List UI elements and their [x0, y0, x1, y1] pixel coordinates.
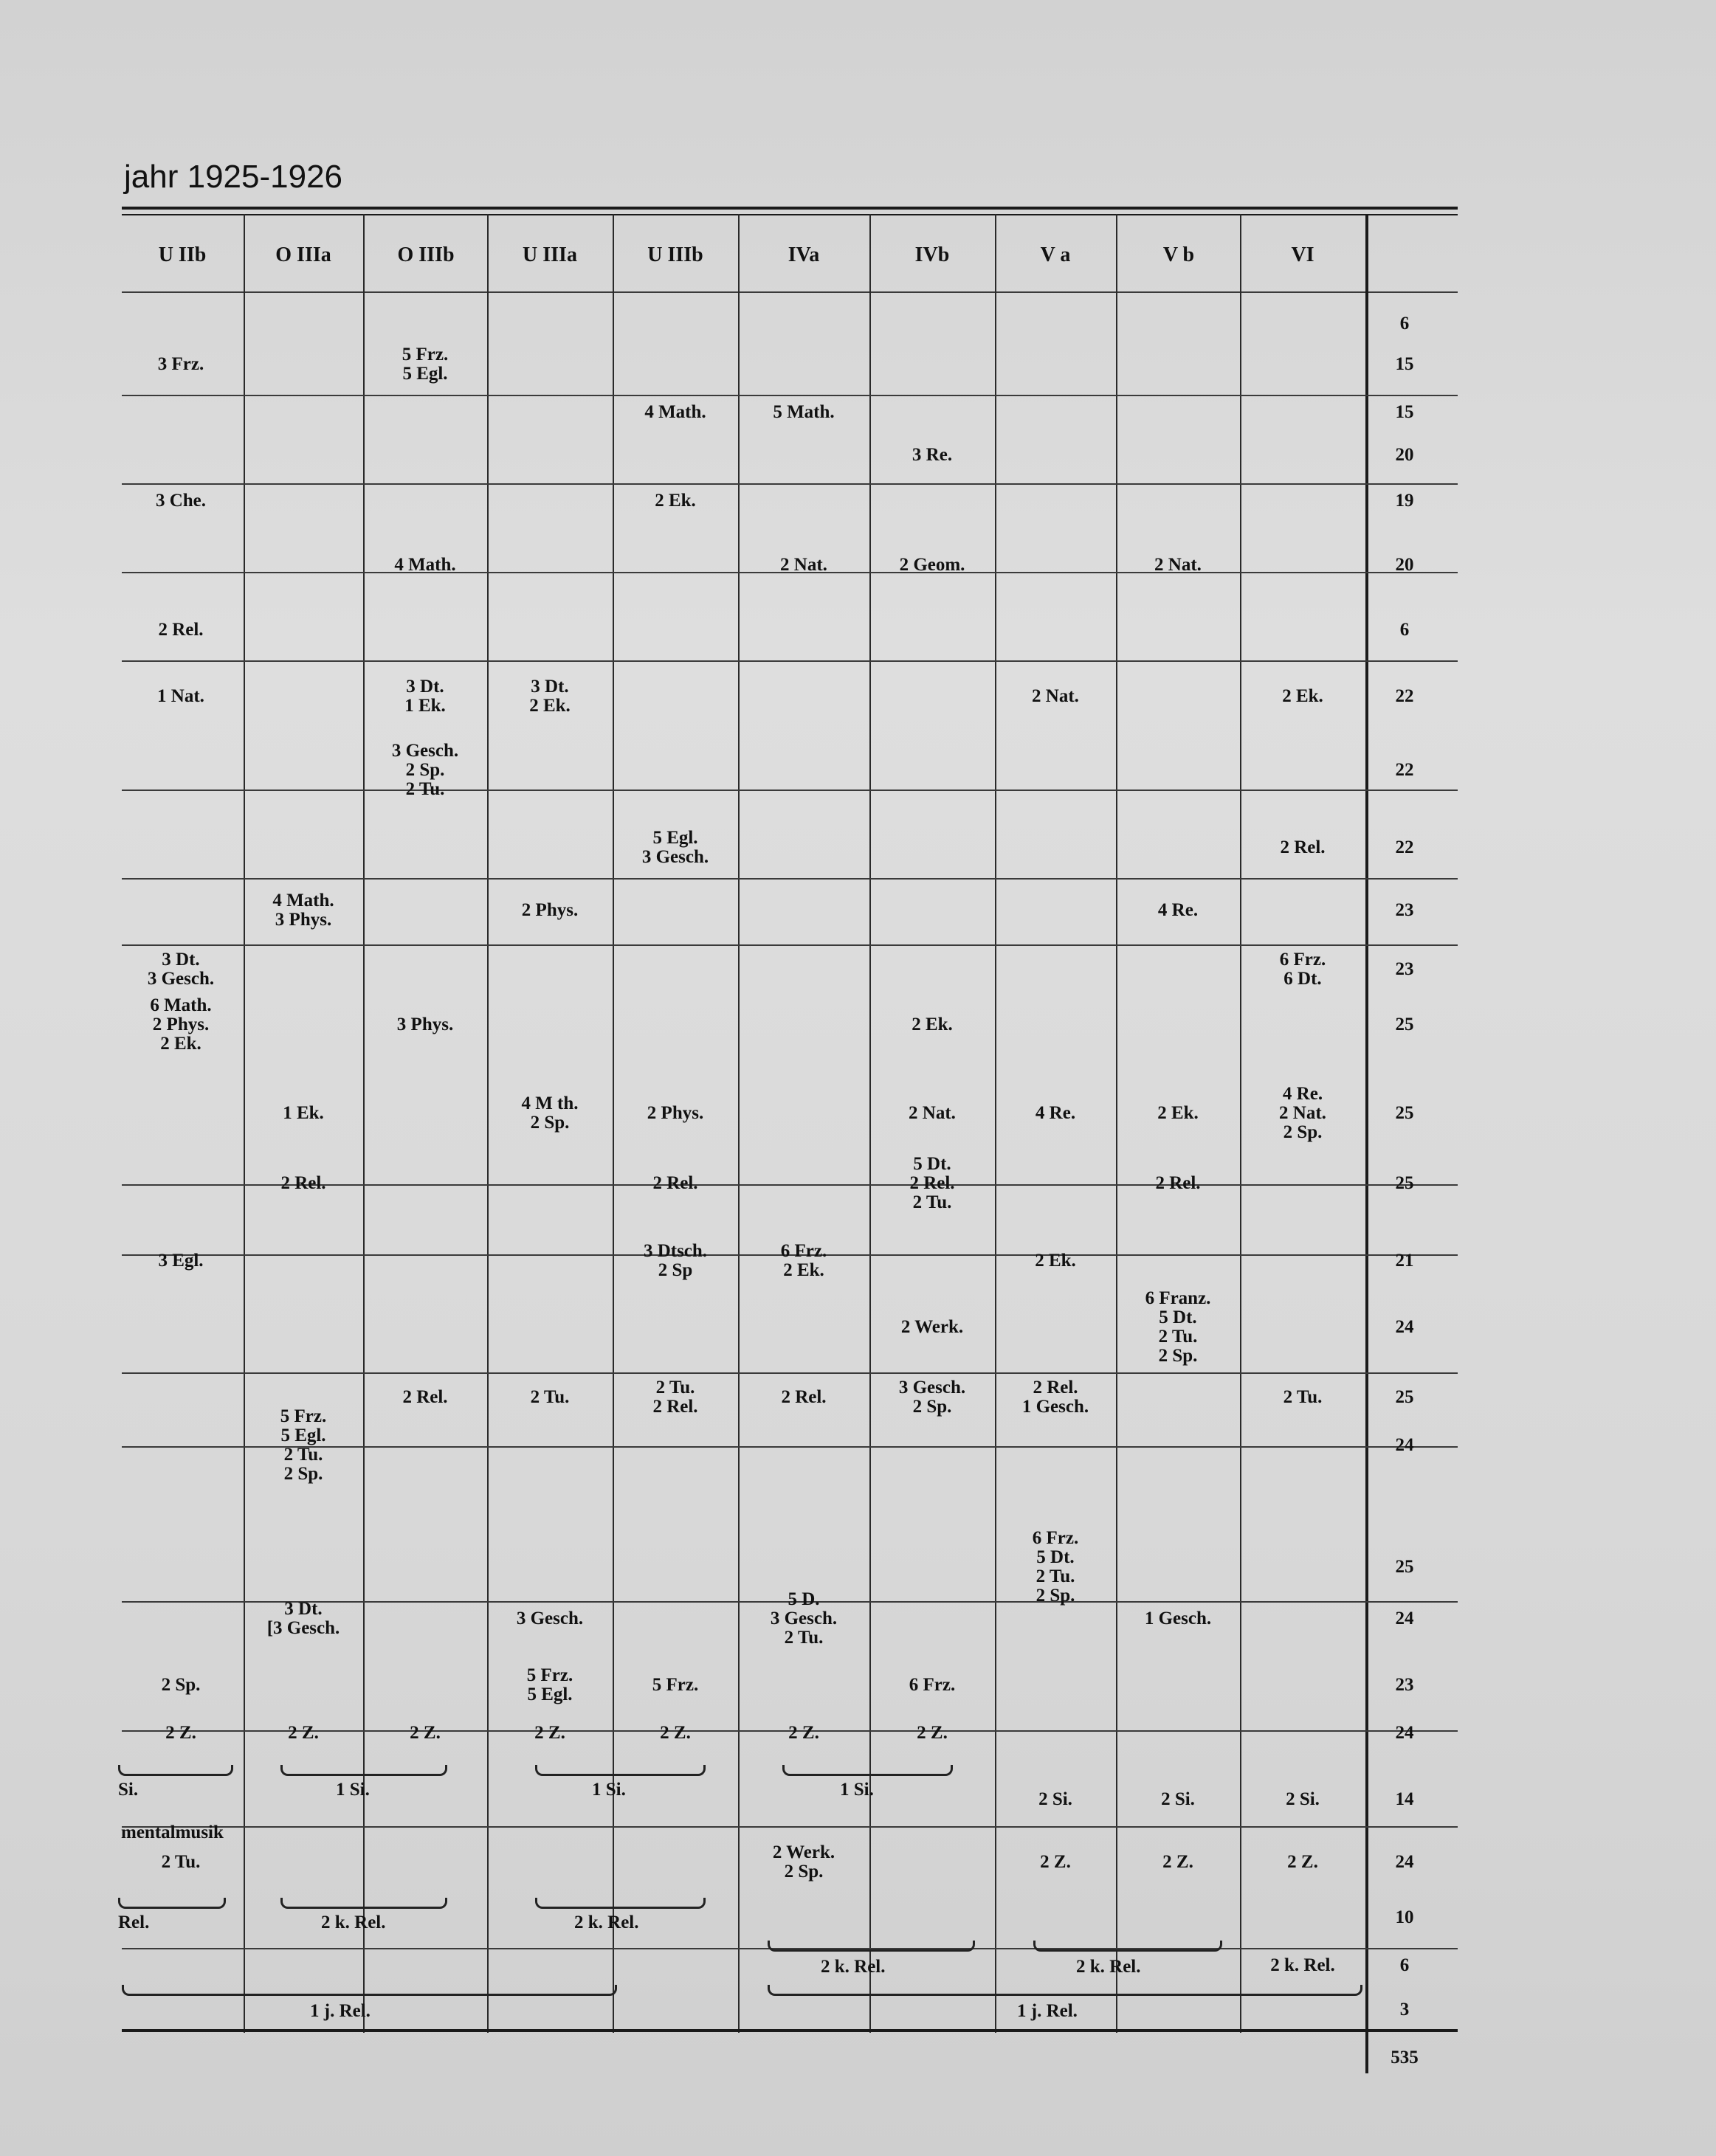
- schedule-cell: 4 Math. 3 Phys.: [272, 891, 334, 930]
- schedule-cell: 3 Gesch.: [516, 1609, 584, 1628]
- schedule-cell: 3 Dt. 1 Ek.: [404, 677, 446, 716]
- span-si-3: 1 Si.: [840, 1780, 874, 1800]
- schedule-cell: 4 Re.: [1035, 1103, 1076, 1123]
- schedule-cell: 2 Tu.: [161, 1852, 201, 1872]
- top-rule-thin: [122, 214, 1458, 215]
- schedule-cell: 3 Che.: [155, 491, 207, 511]
- schedule-cell: 4 Re.: [1157, 900, 1199, 920]
- bracket: [535, 1765, 706, 1776]
- schedule-cell: 2 Tu.: [1283, 1387, 1323, 1407]
- row-divider: [122, 660, 1458, 662]
- schedule-cell: 4 Re. 2 Nat. 2 Sp.: [1279, 1084, 1326, 1142]
- row-total: 25: [1395, 1015, 1414, 1034]
- schedule-cell: 2 Rel. 1 Gesch.: [1021, 1378, 1089, 1417]
- totals-divider: [1365, 214, 1368, 2073]
- row-total: 19: [1395, 491, 1414, 511]
- header-u3b: U IIIb: [647, 243, 703, 266]
- row-total: 21: [1395, 1251, 1414, 1271]
- header-4b: IVb: [914, 243, 950, 266]
- header-5a: V a: [1040, 243, 1071, 266]
- row-divider: [122, 878, 1458, 880]
- row-total: 15: [1395, 402, 1414, 422]
- schedule-cell: 2 Ek.: [1035, 1251, 1076, 1271]
- bracket: [118, 1765, 233, 1776]
- schedule-cell: 2 Z.: [917, 1723, 948, 1743]
- row-divider: [122, 944, 1458, 946]
- row-total: 22: [1395, 686, 1414, 706]
- row-total: 14: [1395, 1789, 1414, 1809]
- schedule-cell: 2 k. Rel.: [1270, 1955, 1335, 1975]
- schedule-cell: 3 Dt. 2 Ek.: [529, 677, 571, 716]
- row-divider: [122, 790, 1458, 791]
- bracket: [118, 1898, 226, 1909]
- schedule-cell: 5 Egl. 3 Gesch.: [641, 828, 709, 867]
- row-total: 22: [1395, 760, 1414, 780]
- row-total: 24: [1395, 1852, 1414, 1872]
- schedule-cell: 5 Frz.: [652, 1675, 699, 1695]
- header-o3a: O IIIa: [275, 243, 331, 266]
- schedule-cell: 2 Si.: [1286, 1789, 1320, 1809]
- schedule-cell: 6 Frz. 5 Dt. 2 Tu. 2 Sp.: [1032, 1528, 1079, 1606]
- schedule-cell: 4 Math.: [394, 555, 456, 575]
- row-divider: [122, 1826, 1458, 1828]
- row-total: 23: [1395, 1675, 1414, 1695]
- schedule-cell: 2 Z.: [288, 1723, 319, 1743]
- bracket: [122, 1985, 617, 1996]
- schedule-cell: 5 Frz. 5 Egl.: [402, 345, 449, 384]
- schedule-cell: 2 Sp.: [161, 1675, 201, 1695]
- column-divider: [613, 214, 614, 2033]
- row-total: 3: [1399, 2000, 1410, 2019]
- column-divider: [363, 214, 365, 2033]
- schedule-cell: 3 Dtsch. 2 Sp: [643, 1241, 708, 1280]
- top-rule: [122, 207, 1458, 210]
- schedule-cell: 6 Franz. 5 Dt. 2 Tu. 2 Sp.: [1145, 1288, 1211, 1366]
- row-total: 25: [1395, 1387, 1414, 1407]
- span-jrel-2: 1 j. Rel.: [1017, 2001, 1078, 2021]
- schedule-cell: 6 Frz. 6 Dt.: [1279, 950, 1326, 989]
- grand-total: 535: [1391, 2048, 1419, 2067]
- row-total: 24: [1395, 1609, 1414, 1628]
- row-total: 25: [1395, 1173, 1414, 1193]
- schedule-cell: 1 Ek.: [283, 1103, 324, 1123]
- row-total: 25: [1395, 1103, 1414, 1123]
- row-total: 24: [1395, 1317, 1414, 1337]
- schedule-cell: 2 Werk. 2 Sp.: [772, 1842, 835, 1882]
- schedule-cell: 3 Egl.: [158, 1251, 204, 1271]
- row-divider: [122, 1372, 1458, 1374]
- span-krel-3: 2 k. Rel.: [821, 1957, 886, 1977]
- header-o3b: O IIIb: [397, 243, 455, 266]
- header-6: VI: [1291, 243, 1314, 266]
- row-total: 6: [1399, 314, 1410, 334]
- row-total: 6: [1399, 620, 1410, 640]
- schedule-cell: 4 M th. 2 Sp.: [521, 1093, 579, 1133]
- bracket: [1033, 1941, 1222, 1952]
- schedule-cell: 2 Phys.: [521, 900, 579, 920]
- bracket: [280, 1765, 447, 1776]
- row-total: 6: [1399, 1955, 1410, 1975]
- schedule-cell: 2 Nat.: [1154, 555, 1202, 575]
- schedule-cell: 2 Ek.: [1282, 686, 1323, 706]
- span-rel-left: Rel.: [118, 1913, 150, 1932]
- schedule-cell: 2 Nat.: [780, 555, 827, 575]
- schedule-cell: 2 Tu. 2 Rel.: [652, 1378, 698, 1417]
- schedule-cell: 3 Phys.: [396, 1015, 454, 1034]
- span-krel-1: 2 k. Rel.: [321, 1913, 386, 1932]
- schedule-cell: 3 Gesch. 2 Sp.: [898, 1378, 966, 1417]
- schedule-cell: 2 Z.: [788, 1723, 819, 1743]
- schedule-cell: 2 Rel.: [652, 1173, 698, 1193]
- bracket: [768, 1985, 1362, 1996]
- schedule-cell: 3 Dt. 3 Gesch.: [147, 950, 215, 989]
- column-divider: [244, 214, 245, 2033]
- schedule-cell: 2 Rel.: [280, 1173, 326, 1193]
- row-total: 24: [1395, 1723, 1414, 1743]
- row-total: 24: [1395, 1435, 1414, 1455]
- schedule-cell: 2 Werk.: [900, 1317, 964, 1337]
- schedule-cell: 2 Nat.: [909, 1103, 956, 1123]
- row-total: 15: [1395, 354, 1414, 374]
- schedule-cell: 2 Tu.: [530, 1387, 570, 1407]
- schedule-cell: 2 Phys.: [647, 1103, 704, 1123]
- schedule-cell: 2 Z.: [660, 1723, 691, 1743]
- schedule-cell: 2 Ek.: [655, 491, 696, 511]
- schedule-cell: 2 Z.: [1287, 1852, 1318, 1872]
- row-total: 20: [1395, 445, 1414, 465]
- schedule-cell: 1 Nat.: [157, 686, 204, 706]
- schedule-cell: 3 Frz.: [157, 354, 204, 374]
- schedule-cell: 5 D. 3 Gesch. 2 Tu.: [770, 1589, 838, 1648]
- row-total: 10: [1395, 1907, 1414, 1927]
- schedule-cell: 5 Math.: [773, 402, 835, 422]
- schedule-cell: 2 Geom.: [899, 555, 965, 575]
- column-divider: [1116, 214, 1117, 2033]
- schedule-cell: 2 Ek.: [1157, 1103, 1199, 1123]
- header-5b: V b: [1162, 243, 1195, 266]
- schedule-cell: 2 Rel.: [402, 1387, 448, 1407]
- schedule-cell: 6 Math. 2 Phys. 2 Ek.: [150, 995, 212, 1054]
- row-divider: [122, 483, 1458, 485]
- column-divider: [869, 214, 871, 2033]
- schedule-cell: 2 Z.: [1162, 1852, 1193, 1872]
- schedule-cell: 5 Dt. 2 Rel. 2 Tu.: [909, 1154, 955, 1212]
- schedule-cell: 6 Frz. 2 Ek.: [780, 1241, 827, 1280]
- schedule-cell: 3 Gesch. 2 Sp. 2 Tu.: [391, 741, 459, 799]
- schedule-cell: 5 Frz. 5 Egl.: [526, 1665, 573, 1704]
- schedule-cell: 2 Si.: [1161, 1789, 1195, 1809]
- row-total: 25: [1395, 1557, 1414, 1577]
- bottom-rule: [122, 2029, 1458, 2032]
- column-divider: [995, 214, 996, 2033]
- schedule-cell: 4 Math.: [644, 402, 706, 422]
- schedule-cell: 2 Nat.: [1032, 686, 1079, 706]
- row-total: 22: [1395, 837, 1414, 857]
- schedule-cell: 2 Si.: [1038, 1789, 1072, 1809]
- schedule-cell: 2 Z.: [165, 1723, 196, 1743]
- page-title: jahr 1925-1926: [124, 159, 343, 195]
- row-total: 23: [1395, 900, 1414, 920]
- header-u3a: U IIIa: [523, 243, 577, 266]
- span-krel-4: 2 k. Rel.: [1076, 1957, 1141, 1977]
- schedule-cell: 6 Frz.: [909, 1675, 956, 1695]
- column-divider: [738, 214, 740, 2033]
- bracket: [782, 1765, 953, 1776]
- schedule-cell: 2 Ek.: [912, 1015, 953, 1034]
- schedule-cell: 2 Z.: [534, 1723, 565, 1743]
- header-4a: IVa: [788, 243, 820, 266]
- schedule-cell: 2 Rel.: [781, 1387, 827, 1407]
- schedule-cell: 2 Rel.: [158, 620, 204, 640]
- schedule-cell: 2 Rel.: [1155, 1173, 1201, 1193]
- span-musik: mentalmusik: [121, 1822, 224, 1842]
- span-si-left: Si.: [118, 1780, 139, 1800]
- schedule-cell: 1 Gesch.: [1144, 1609, 1212, 1628]
- span-si-1: 1 Si.: [336, 1780, 370, 1800]
- row-total: 23: [1395, 959, 1414, 979]
- schedule-cell: 3 Re.: [912, 445, 953, 465]
- bracket: [768, 1941, 975, 1952]
- span-jrel-1: 1 j. Rel.: [310, 2001, 371, 2021]
- row-total: 20: [1395, 555, 1414, 575]
- schedule-cell: 5 Frz. 5 Egl. 2 Tu. 2 Sp.: [280, 1406, 327, 1484]
- header-u2b: U IIb: [158, 243, 207, 266]
- bracket: [535, 1898, 706, 1909]
- span-si-2: 1 Si.: [592, 1780, 626, 1800]
- bracket: [280, 1898, 447, 1909]
- schedule-cell: 3 Dt. [3 Gesch.: [266, 1599, 340, 1638]
- row-divider: [122, 395, 1458, 396]
- schedule-cell: 2 Z.: [410, 1723, 441, 1743]
- schedule-cell: 2 Z.: [1040, 1852, 1071, 1872]
- span-krel-2: 2 k. Rel.: [574, 1913, 639, 1932]
- schedule-cell: 2 Rel.: [1280, 837, 1326, 857]
- header-rule: [122, 291, 1458, 293]
